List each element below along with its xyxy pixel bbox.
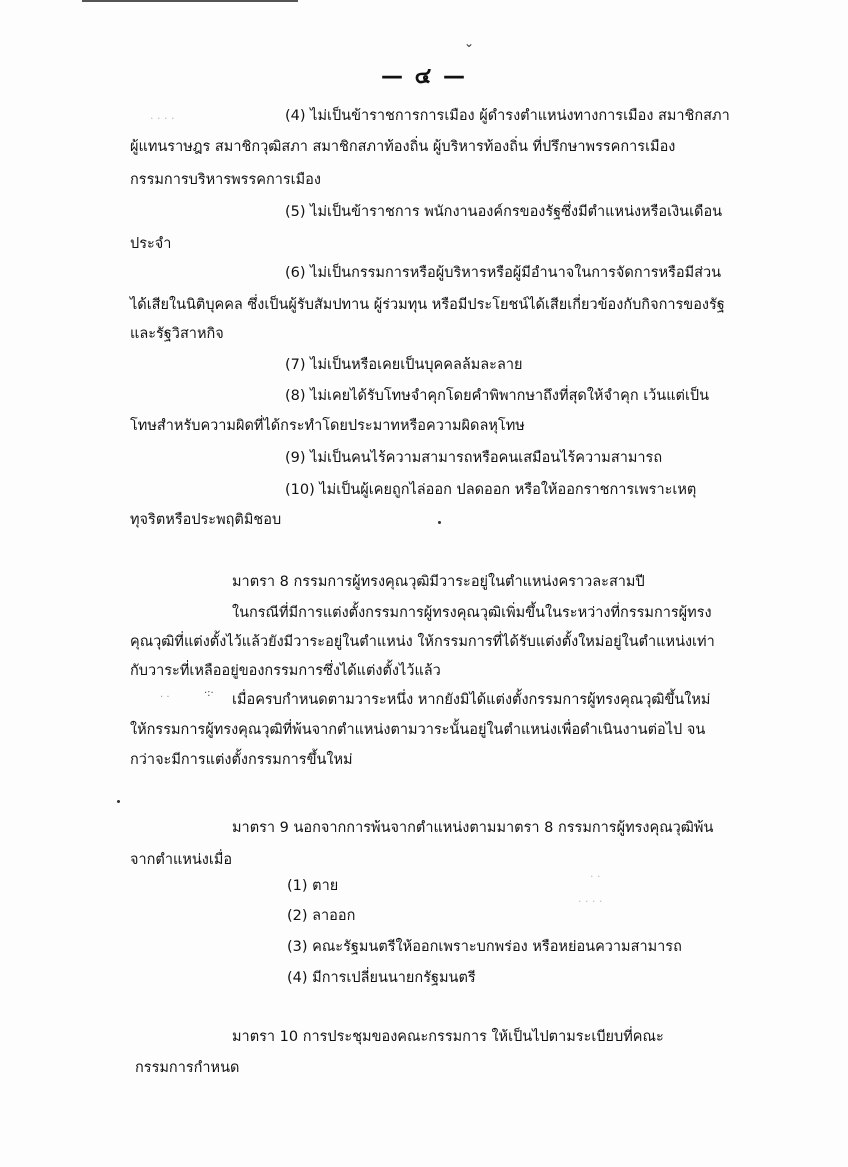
text-line: (7) ไม่เป็นหรือเคยเป็นบุคคลล้มละลาย: [285, 357, 523, 373]
text-line: (10) ไม่เป็นผู้เคยถูกไล่ออก ปลดออก หรือให้ออกราชการเพราะเหตุ: [285, 482, 697, 498]
scan-noise: · · · ·: [578, 895, 603, 908]
text-line: (6) ไม่เป็นกรรมการหรือผู้บริหารหรือผู้มีอำนาจในการจัดการหรือมีส่วน: [285, 265, 722, 281]
text-line: โทษสำหรับความผิดที่ได้กระทำโดยประมาทหรือความผิดลหุโทษ: [130, 418, 525, 434]
text-line: (4) ไม่เป็นข้าราชการการเมือง ผู้ดำรงตำแหน่งทางการเมือง สมาชิกสภา: [285, 108, 730, 124]
text-line: คุณวุฒิที่แต่งตั้งไว้แล้วยังมีวาระอยู่ในตำแหน่ง ให้กรรมการที่ได้รับแต่งตั้งใหม่อยู่ในตำแหน่งเท่า: [130, 634, 715, 650]
text-line: กับวาระที่เหลืออยู่ของกรรมการซึ่งได้แต่งตั้งไว้แล้ว: [130, 663, 441, 679]
text-line: (9) ไม่เป็นคนไร้ความสามารถหรือคนเสมือนไร้ความสามารถ: [285, 450, 663, 466]
text-line: และรัฐวิสาหกิจ: [130, 326, 224, 342]
scan-noise: · ·: [160, 692, 170, 703]
handwritten-mark: ⌄: [464, 36, 475, 50]
text-line: (8) ไม่เคยได้รับโทษจำคุกโดยคำพิพากษาถึงที่สุดให้จำคุก เว้นแต่เป็น: [285, 388, 710, 404]
text-line: จากตำแหน่งเมื่อ: [130, 852, 233, 868]
list-item: (2) ลาออก: [287, 908, 356, 924]
text-line: ในกรณีที่มีการแต่งตั้งกรรมการผู้ทรงคุณวุฒิเพิ่มขึ้นในระหว่างที่กรรมการผู้ทรง: [232, 605, 712, 621]
section-heading: มาตรา 8 กรรมการผู้ทรงคุณวุฒิมีวาระอยู่ในตำแหน่งคราวละสามปี: [232, 574, 645, 590]
text-line: ได้เสียในนิติบุคคล ซึ่งเป็นผู้รับสัมปทาน ผู้ร่วมทุน หรือมีประโยชน์ได้เสียเกี่ยวข้องกับกิจการของรัฐ: [130, 297, 725, 313]
top-rule: [82, 0, 298, 2]
text-line: ประจำ: [130, 236, 172, 252]
list-item: (3) คณะรัฐมนตรีให้ออกเพราะบกพร่อง หรือหย่อนความสามารถ: [287, 939, 682, 955]
scan-noise: · · · ·: [150, 112, 175, 125]
text-line: กว่าจะมีการแต่งตั้งกรรมการขึ้นใหม่: [130, 752, 353, 768]
section-heading: มาตรา 9 นอกจากการพ้นจากตำแหน่งตามมาตรา 8 กรรมการผู้ทรงคุณวุฒิพ้น: [232, 820, 714, 836]
text-line: กรรมการกำหนด: [135, 1060, 240, 1076]
scan-speck: [438, 521, 441, 524]
section-heading: มาตรา 10 การประชุมของคณะกรรมการ ให้เป็นไปตามระเบียบที่คณะ: [232, 1029, 664, 1045]
scan-noise: ·:·: [204, 688, 214, 699]
text-line: ผู้แทนราษฎร สมาชิกวุฒิสภา สมาชิกสภาท้องถิ่น ผู้บริหารท้องถิ่น ที่ปรึกษาพรรคการเมือง: [130, 139, 676, 155]
text-line: ให้กรรมการผู้ทรงคุณวุฒิที่พ้นจากตำแหน่งตามวาระนั้นอยู่ในตำแหน่งเพื่อดำเนินงานต่อไป จน: [130, 722, 706, 738]
text-line: กรรมการบริหารพรรคการเมือง: [130, 172, 321, 188]
list-item: (1) ตาย: [287, 878, 339, 894]
page-number: — ๔ —: [381, 64, 467, 89]
text-line: เมื่อครบกำหนดตามวาระหนึ่ง หากยังมิได้แต่งตั้งกรรมการผู้ทรงคุณวุฒิขึ้นใหม่: [232, 692, 711, 708]
text-line: (5) ไม่เป็นข้าราชการ พนักงานองค์กรของรัฐซึ่งมีตำแหน่งหรือเงินเดือน: [285, 204, 723, 220]
text-line: ทุจริตหรือประพฤติมิชอบ: [130, 512, 282, 528]
list-item: (4) มีการเปลี่ยนนายกรัฐมนตรี: [287, 970, 476, 986]
scan-speck: [117, 800, 120, 803]
scan-noise: · ·: [590, 870, 601, 883]
